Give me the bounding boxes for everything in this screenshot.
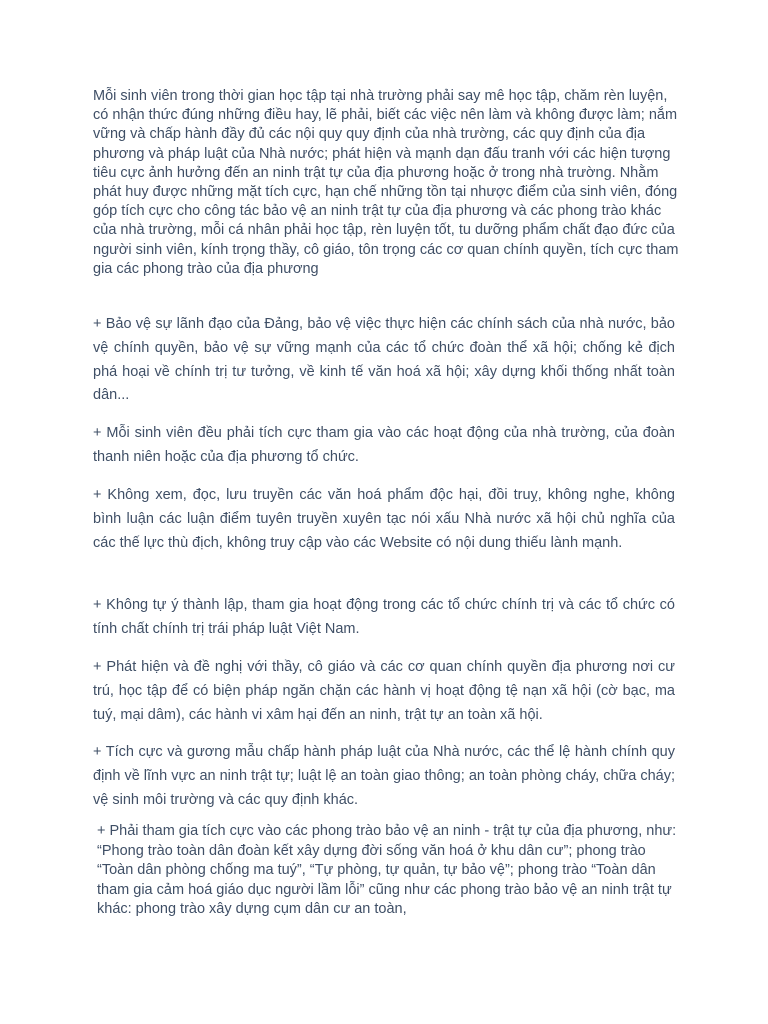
bullet-paragraph: + Không xem, đọc, lưu truyền các văn hoá phẩm độc hại, đồi truỵ, không nghe, không bình luận các luận điểm tuyên truyền xuyên tạc nói xấu Nhà nước xã hội chủ nghĩa của các thế lực thù địch, không truy cập vào các Website có nội dung thiếu lành mạnh.: [93, 487, 675, 551]
bullet-paragraph: + Phát hiện và đề nghị với thầy, cô giáo và các cơ quan chính quyền địa phương nơi cư trú, học tập để có biện pháp ngăn chặn các hành vị hoạt động tệ nạn xã hội (cờ bạc, ma tuý, mại dâm), các hành vi xâm hại đến an ninh, trật tự an toàn xã hội.: [93, 659, 675, 723]
bullet-paragraph: + Không tự ý thành lập, tham gia hoạt động trong các tổ chức chính trị và các tổ chức có tính chất chính trị trái pháp luật Việt Nam.: [93, 597, 675, 637]
bullet-paragraph: + Mỗi sinh viên đều phải tích cực tham gia vào các hoạt động của nhà trường, của đoàn thanh niên hoặc của địa phương tổ chức.: [93, 425, 675, 465]
intro-paragraph: Mỗi sinh viên trong thời gian học tập tại nhà trường phải say mê học tập, chăm rèn luyện, có nhận thức đúng những điều hay, lẽ phải, biết các việc nên làm và không được làm; nắm vững và chấp hành đầy đủ các nội quy quy định của nhà trường, các quy định của địa phương và pháp luật của Nhà nước; phát hiện và mạnh dạn đấu tranh với các hiện tượng tiêu cực ảnh hưởng đến an ninh trật tự của địa phương hoặc ở trong nhà trường. Nhằm phát huy được những mặt tích cực, hạn chế những tồn tại nhược điểm của sinh viên, đóng góp tích cực cho công tác bảo vệ an ninh trật tự của địa phương và các phong trào khác của nhà trường, mỗi cá nhân phải học tập, rèn luyện tốt, tu dưỡng phẩm chất đạo đức của người sinh viên, kính trọng thầy, cô giáo, tôn trọng các cơ quan chính quyền, tích cực tham gia các phong trào của địa phương: [93, 88, 679, 277]
bullet-paragraph: + Tích cực và gương mẫu chấp hành pháp luật của Nhà nước, các thể lệ hành chính quy định về lĩnh vực an ninh trật tự; luật lệ an toàn giao thông; an toàn phòng cháy, chữa cháy; vệ sinh môi trường và các quy định khác.: [93, 744, 675, 808]
bullet-paragraph: + Bảo vệ sự lãnh đạo của Đảng, bảo vệ việc thực hiện các chính sách của nhà nước, bảo vệ chính quyền, bảo vệ sự vững mạnh của các tổ chức đoàn thể xã hội; chống kẻ địch phá hoại về chính trị tư tưởng, về kinh tế văn hoá xã hội; xây dựng khối thống nhất toàn dân...: [93, 316, 675, 404]
bullet-paragraph: + Phải tham gia tích cực vào các phong trào bảo vệ an ninh - trật tự của địa phương, như: “Phong trào toàn dân đoàn kết xây dựng đời sống văn hoá ở khu dân cư”; phong trào “Toàn dân phòng chống ma tuý”, “Tự phòng, tự quản, tự bảo vệ”; phong trào “Toàn dân tham gia cảm hoá giáo dục người lầm lỗi” cũng như các phong trào bảo vệ an ninh trật tự khác: phong trào xây dựng cụm dân cư an toàn,: [97, 823, 677, 918]
